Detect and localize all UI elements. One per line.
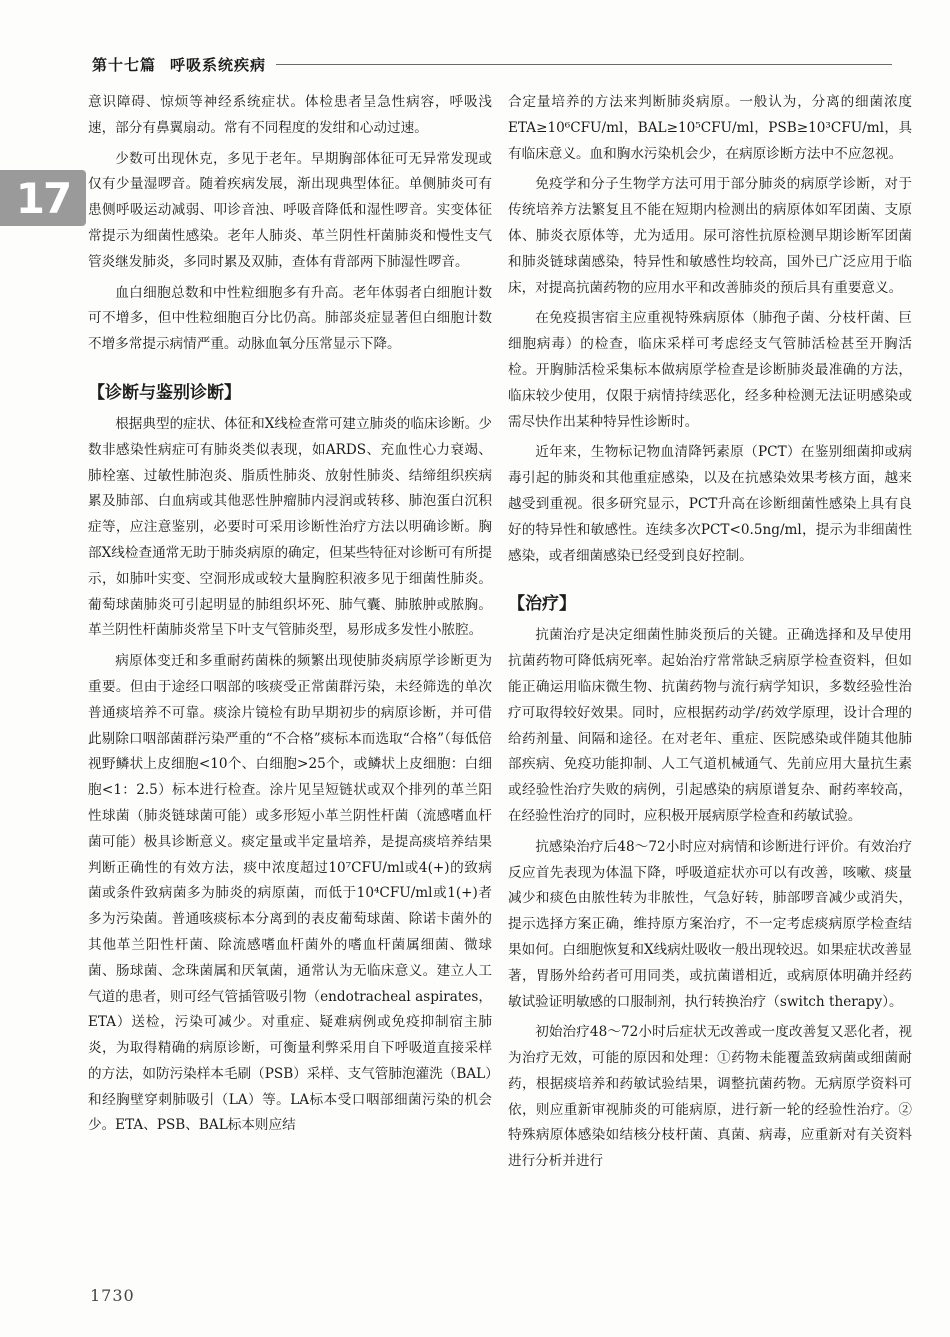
header-rule <box>276 64 892 65</box>
paragraph: 近年来，生物标记物血清降钙素原（PCT）在鉴别细菌抑或病毒引起的肺炎和其他重症感染，以及在抗感染效果考核方面，越来越受到重视。很多研究显示，PCT升高在诊断细菌性感染上具有良好的特异性和敏感性。连续多次PCT<0.5ng/ml，提示为非细菌性感染，或者细菌感染已经受到良好控制。 <box>508 444 912 564</box>
paragraph: 免疫学和分子生物学方法可用于部分肺炎的病原学诊断，对于传统培养方法繁复且不能在短期内检测出的病原体如军团菌、支原体、肺炎衣原体等，尤为适用。尿可溶性抗原检测早期诊断军团菌和肺炎链球菌感染，特异性和敏感性均较高，国外已广泛应用于临床，对提高抗菌药物的应用水平和改善肺炎的预后具有重要意义。 <box>508 176 912 296</box>
paragraph: 意识障碍、惊烦等神经系统症状。体检患者呈急性病容，呼吸浅速，部分有鼻翼扇动。常有不同程度的发绀和心动过速。 <box>88 94 492 136</box>
section-heading-treatment: 【治疗】 <box>508 594 576 615</box>
paragraph: 初始治疗48～72小时后症状无改善或一度改善复又恶化者，视为治疗无效，可能的原因和处理：①药物未能覆盖致病菌或细菌耐药，根据痰培养和药敏试验结果，调整抗菌药物。无病原学资料可依，则应重新审视肺炎的可能病原，进行新一轮的经验性治疗。②特殊病原体感染如结核分枝杆菌、真菌、病毒，应重新对有关资料进行分析并进行 <box>508 1024 912 1170</box>
chapter-tab <box>0 170 86 226</box>
part-label: 第十七篇 <box>92 55 157 74</box>
section-heading-diagnosis: 【诊断与鉴别诊断】 <box>88 382 241 403</box>
running-header <box>92 52 892 76</box>
paragraph: 血白细胞总数和中性粒细胞多有升高。老年体弱者白细胞计数可不增多，但中性粒细胞百分比仍高。肺部炎症显著但白细胞计数不增多常提示病情严重。动脉血氧分压常显示下降。 <box>88 284 492 353</box>
paragraph: 少数可出现休克，多见于老年。早期胸部体征可无异常发现或仅有少量湿啰音。随着疾病发展，渐出现典型体征。单侧肺炎可有患侧呼吸运动减弱、叩诊音浊、呼吸音降低和湿性啰音。实变体征常提示为细菌性感染。老年人肺炎、革兰阴性杆菌肺炎和慢性支气管炎继发肺炎，多同时累及双肺，查体有背部两下肺湿性啰音。 <box>88 150 492 270</box>
left-column <box>88 90 492 1144</box>
paragraph: 根据典型的症状、体征和X线检查常可建立肺炎的临床诊断。少数非感染性病症可有肺炎类似表现，如ARDS、充血性心力衰竭、肺栓塞、过敏性肺泡炎、脂质性肺炎、放射性肺炎、结缔组织疾病累及肺部、白血病或其他恶性肿瘤肺内浸润或转移、肺泡蛋白沉积症等，应注意鉴别，必要时可采用诊断性治疗方法以明确诊断。胸部X线检查通常无助于肺炎病原的确定，但某些特征对诊断可有所提示，如肺叶实变、空洞形成或较大量胸腔积液多见于细菌性肺炎。葡萄球菌肺炎可引起明显的肺组织坏死、肺气囊、肺脓肿或脓胸。革兰阴性杆菌肺炎常呈下叶支气管肺炎型，易形成多发性小脓腔。 <box>88 415 492 639</box>
chapter-number: 17 <box>15 173 71 223</box>
paragraph: 病原体变迁和多重耐药菌株的频繁出现使肺炎病原学诊断更为重要。但由于途经口咽部的咳痰受正常菌群污染，未经筛选的单次普通痰培养不可靠。痰涂片镜检有助早期初步的病原诊断，并可借此剔除口咽部菌群污染严重的“不合格”痰标本而选取“合格”（每低倍视野鳞状上皮细胞<10个、白细胞>25个，或鳞状上皮细胞：白细胞<1：2.5）标本进行检查。涂片见呈短链状或双个排列的革兰阳性球菌（肺炎链球菌可能）或多形短小革兰阴性杆菌（流感嗜血杆菌可能）极具诊断意义。痰定量或半定量培养，是提高痰培养结果判断正确性的有效方法，痰中浓度超过10⁷CFU/ml或4(+)的致病菌或条件致病菌多为肺炎的病原菌，而低于10⁴CFU/ml或1(+)者多为污染菌。普通咳痰标本分离到的表皮葡萄球菌、除诺卡菌外的其他革兰阳性杆菌、除流感嗜血杆菌外的嗜血杆菌属细菌、微球菌、肠球菌、念珠菌属和厌氧菌，通常认为无临床意义。建立人工气道的患者，则可经气管插管吸引物（endotracheal aspirates，ETA）送检，污染可减少。对重症、疑难病例或免疫抑制宿主肺炎，为取得精确的病原诊断，可衡量利弊采用自下呼吸道直接采样的方法，如防污染样本毛刷（PSB）采样、支气管肺泡灌洗（BAL）和经胸壁穿刺肺吸引（LA）等。LA标本受口咽部细菌污染的机会少。ETA、PSB、BAL标本则应结 <box>88 653 492 1134</box>
paragraph: 抗菌治疗是决定细菌性肺炎预后的关键。正确选择和及早使用抗菌药物可降低病死率。起始治疗常常缺乏病原学检查资料，但如能正确运用临床微生物、抗菌药物与流行病学知识，多数经验性治疗可取得较好效果。同时，应根据药动学/药效学原理，设计合理的给药剂量、间隔和途径。在对老年、重症、医院感染或伴随其他肺部疾病、免疫功能抑制、人工气道机械通气、先前应用大量抗生素或经验性治疗失败的病例，引起感染的病原谱复杂、耐药率较高，在经验性治疗的同时，应积极开展病原学检查和药敏试验。 <box>508 627 912 824</box>
page-number: 1730 <box>90 1286 135 1305</box>
right-column <box>508 90 912 1180</box>
paragraph: 在免疫损害宿主应重视特殊病原体（肺孢子菌、分枝杆菌、巨细胞病毒）的检查，临床采样可考虑经支气管肺活检甚至开胸活检。开胸肺活检采集标本做病原学检查是诊断肺炎最准确的方法，临床较少使用，仅限于病情持续恶化，经多种检测无法证明感染或需尽快作出某种特异性诊断时。 <box>508 310 912 430</box>
paragraph: 抗感染治疗后48～72小时应对病情和诊断进行评价。有效治疗反应首先表现为体温下降，呼吸道症状亦可以有改善，咳嗽、痰量减少和痰色由脓性转为非脓性，气急好转，肺部啰音减少或消失，提示选择方案正确，维持原方案治疗，不一定考虑痰病原学检查结果如何。白细胞恢复和X线病灶吸收一般出现较迟。如果症状改善显著，胃肠外给药者可用同类，或抗菌谱相近，或病原体明确并经药敏试验证明敏感的口服制剂，执行转换治疗（switch therapy）。 <box>508 838 912 1010</box>
paragraph: 合定量培养的方法来判断肺炎病原。一般认为，分离的细菌浓度ETA≥10⁶CFU/ml，BAL≥10⁵CFU/ml，PSB≥10³CFU/ml，具有临床意义。血和胸水污染机会少，在病原诊断方法中不应忽视。 <box>508 94 912 162</box>
part-title: 呼吸系统疾病 <box>170 55 267 74</box>
